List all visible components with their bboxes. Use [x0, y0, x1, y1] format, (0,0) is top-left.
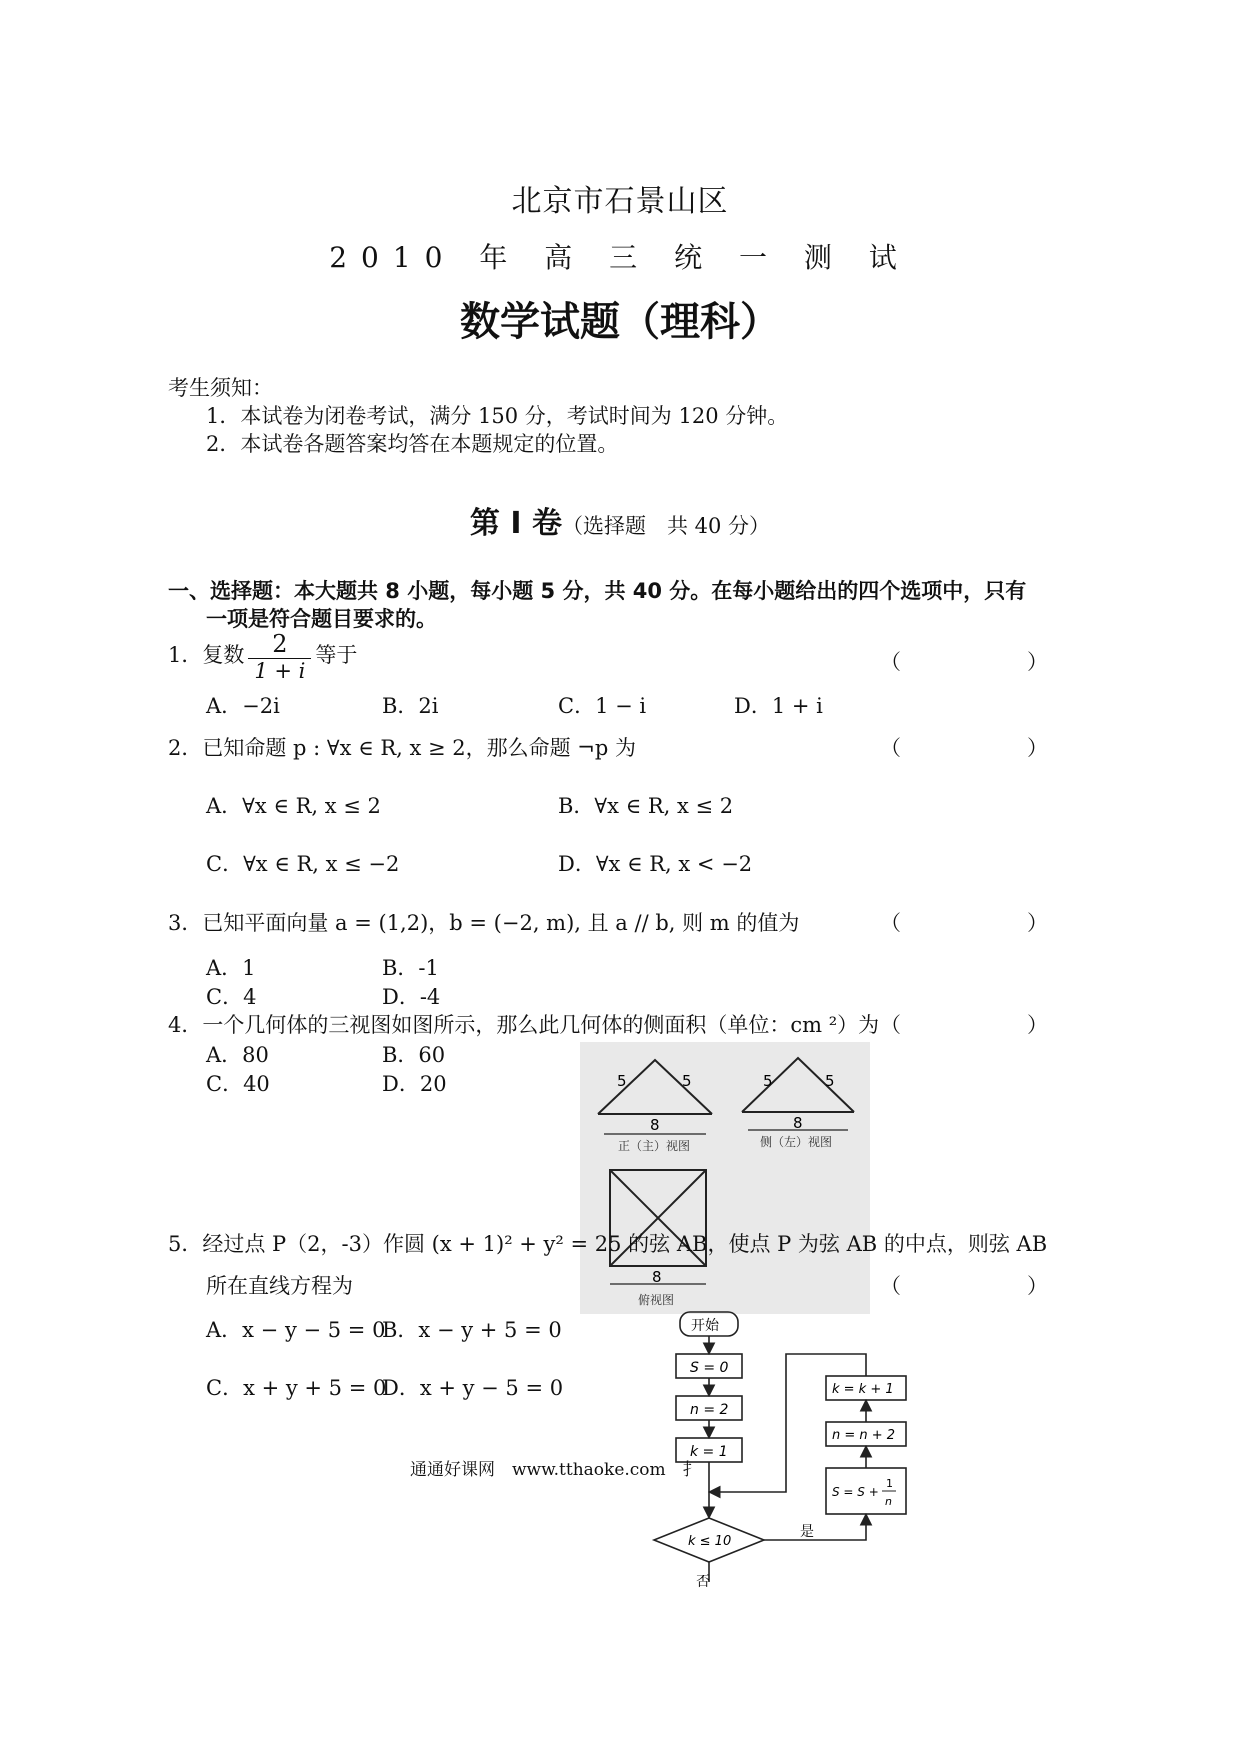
- q3-option-c: C．4: [206, 985, 257, 1009]
- q1-fraction: [248, 630, 311, 683]
- flow-k-update-text: k = k + 1: [832, 1382, 894, 1397]
- q3-option-d: D．-4: [382, 985, 441, 1009]
- side-slant-left: 5: [763, 1072, 773, 1090]
- notice-title: 考生须知：: [168, 376, 273, 400]
- front-slant-right: 5: [682, 1072, 692, 1090]
- q5-answer-paren: （ ）: [880, 1274, 1076, 1298]
- subject-title: 数学试题（理科）: [460, 299, 780, 345]
- part1-title: 第 I 卷: [469, 506, 562, 541]
- q3-stem: 3．已知平面向量 a = (1,2)，b = (−2, m), 且 a // b, 则 m 的值为: [168, 911, 800, 935]
- front-base-label: 8: [650, 1116, 660, 1134]
- flow-sum-prefix: S = S +: [832, 1485, 879, 1499]
- q5-stem2: 所在直线方程为: [206, 1274, 353, 1298]
- flow-n2-text: n = 2: [690, 1402, 729, 1418]
- q4-answer-paren: （ ）: [880, 1013, 1076, 1037]
- footer-watermark: 通通好课网 www.tthaoke.com 扌: [410, 1460, 700, 1480]
- exam-title: 2010 年 高 三 统 一 测 试: [329, 241, 911, 274]
- q1-option-a: A．−2i: [206, 694, 280, 718]
- q1-pre: 1．复数: [168, 643, 245, 667]
- q2-option-c: C．∀x ∈ R, x ≤ −2: [206, 852, 400, 876]
- flowchart-svg: [640, 1306, 940, 1754]
- top-base-label: 8: [652, 1268, 662, 1286]
- q2-stem: 2．已知命题 p : ∀x ∈ R, x ≥ 2，那么命题 ¬p 为: [168, 736, 637, 760]
- notice-item-2: 2．本试卷各题答案均答在本题规定的位置。: [206, 432, 619, 456]
- top-view-label: 俯视图: [638, 1293, 675, 1307]
- flow-yes-line: [764, 1516, 866, 1540]
- flow-n-update-text: n = n + 2: [832, 1428, 896, 1443]
- q1-post: 等于: [315, 643, 358, 667]
- q5-option-b: B．x − y + 5 = 0: [382, 1318, 562, 1342]
- side-view-label: 侧（左）视图: [760, 1135, 833, 1149]
- top-view: [610, 1170, 706, 1284]
- flow-s0-text: S = 0: [690, 1360, 729, 1376]
- flowchart: [640, 1306, 940, 1754]
- flow-no-text: 否: [696, 1574, 710, 1590]
- flow-loop-line: [711, 1354, 866, 1492]
- section1-line2: 一项是符合题目要求的。: [206, 607, 437, 631]
- q5-stem: 5．经过点 P（2，-3）作圆 (x + 1)² + y² = 25 的弦 AB，使点 P 为弦 AB 的中点，则弦 AB: [168, 1232, 1048, 1256]
- q3-option-a: A．1: [206, 956, 256, 980]
- q5-option-a: A．x − y − 5 = 0: [206, 1318, 386, 1342]
- front-roof: [598, 1060, 712, 1114]
- side-slant-right: 5: [825, 1072, 835, 1090]
- front-view-label: 正（主）视图: [618, 1139, 691, 1153]
- q4-option-c: C．40: [206, 1072, 270, 1096]
- flow-cond-text: k ≤ 10: [688, 1534, 732, 1549]
- side-base-label: 8: [793, 1114, 803, 1132]
- flow-sum-den: n: [885, 1495, 892, 1508]
- section1-line1: 一、选择题：本大题共 8 小题，每小题 5 分，共 40 分。在每小题给出的四个选项中，只有: [168, 579, 1027, 603]
- flow-start-text: 开始: [691, 1318, 719, 1334]
- flow-k1-text: k = 1: [690, 1444, 728, 1460]
- q1-answer-paren: （ ）: [880, 650, 1076, 674]
- q5-option-c: C．x + y + 5 = 0: [206, 1376, 387, 1400]
- notice-item-1: 1．本试卷为闭卷考试，满分 150 分，考试时间为 120 分钟。: [206, 404, 789, 428]
- q2-answer-paren: （ ）: [880, 736, 1076, 760]
- q5-option-d: D．x + y − 5 = 0: [382, 1376, 564, 1400]
- flow-yes-text: 是: [800, 1524, 814, 1540]
- q2-option-d: D．∀x ∈ R, x < −2: [558, 852, 753, 876]
- q4-option-b: B．60: [382, 1043, 446, 1067]
- three-view-figure: [580, 1042, 870, 1314]
- q4-option-d: D．20: [382, 1072, 447, 1096]
- part1-heading: [0, 498, 1240, 542]
- q1-option-d: D．1 + i: [734, 694, 823, 718]
- q3-option-b: B．-1: [382, 956, 439, 980]
- q1-fraction-num: 2: [248, 630, 311, 659]
- part1-subtitle: （选择题 共 40 分）: [561, 514, 771, 538]
- district-title: 北京市石景山区: [511, 184, 729, 219]
- q2-option-a: A．∀x ∈ R, x ≤ 2: [206, 794, 381, 818]
- q1-option-c: C．1 − i: [558, 694, 647, 718]
- q1-stem: [168, 630, 357, 683]
- three-view-svg: [580, 1042, 870, 1314]
- q2-option-b: B．∀x ∈ R, x ≤ 2: [558, 794, 734, 818]
- q4-stem: 4．一个几何体的三视图如图所示，那么此几何体的侧面积（单位：cm ²）为: [168, 1013, 880, 1037]
- flow-sum-num: 1: [886, 1477, 893, 1490]
- q4-option-a: A．80: [206, 1043, 269, 1067]
- front-slant-left: 5: [617, 1072, 627, 1090]
- q1-fraction-den: 1 + i: [254, 659, 306, 683]
- side-roof: [742, 1058, 854, 1112]
- q3-answer-paren: （ ）: [880, 911, 1076, 935]
- q1-option-b: B．2i: [382, 694, 439, 718]
